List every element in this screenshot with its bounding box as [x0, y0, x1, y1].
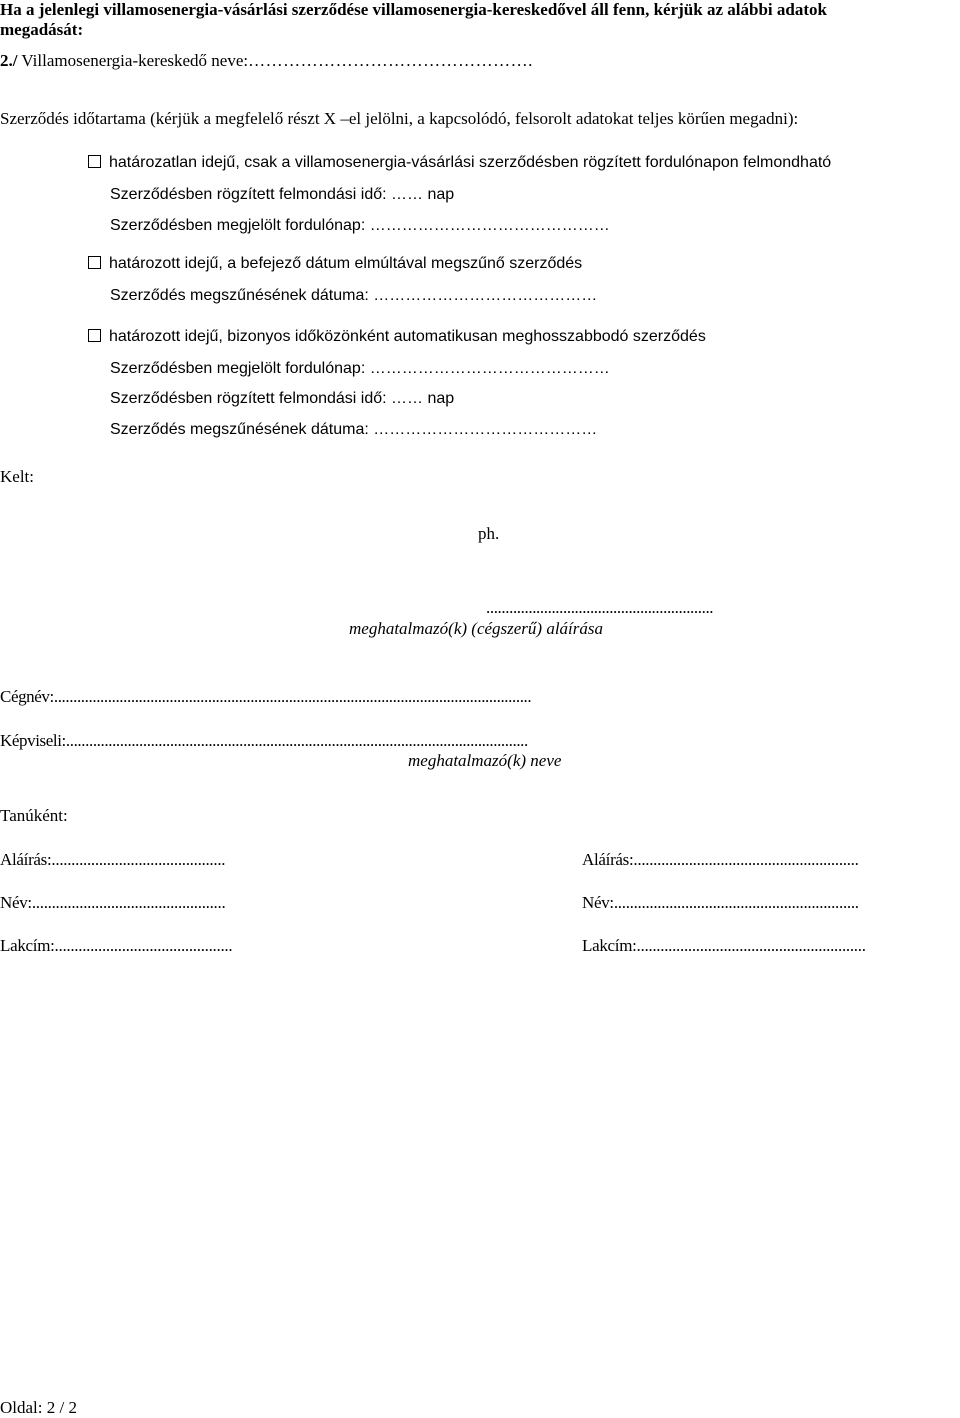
checkbox-fixed-term[interactable] [88, 256, 101, 269]
auto-renew-turning-date[interactable]: Szerződésben megjelölt fordulónap: ……………………………………… [110, 360, 610, 377]
representative-field[interactable]: Képviseli:........................................................................................................................ [0, 731, 528, 750]
representative-caption: meghatalmazó(k) neve [408, 751, 562, 770]
option-fixed-term-title: határozott idejű, a befejező dátum elmúltával megszűnő szerződés [109, 255, 583, 272]
option-indefinite-title: határozatlan idejű, csak a villamosenergia-vásárlási szerződésben rögzített fordulónapon felmondható [109, 154, 832, 171]
page-number: Oldal: 2 / 2 [0, 1398, 77, 1417]
option-fixed-term [88, 255, 582, 273]
fixed-term-end-date[interactable]: Szerződés megszűnésének dátuma: …………………………………… [110, 287, 598, 304]
signature-caption: meghatalmazó(k) (cégszerű) aláírása [349, 619, 604, 638]
witness-2-address[interactable]: Lakcím:.......................................................... [582, 936, 866, 955]
witness-2-signature[interactable]: Aláírás:......................................................... [582, 850, 859, 869]
option-auto-renew-title: határozott idejű, bizonyos időközönként automatikusan meghosszabbodó szerződés [109, 328, 706, 345]
checkbox-indefinite[interactable] [88, 155, 101, 168]
witness-1-name[interactable]: Név:................................................. [0, 893, 226, 912]
stamp-label: ph. [478, 524, 500, 543]
indefinite-notice-period[interactable]: Szerződésben rögzített felmondási idő: …… nap [110, 186, 455, 203]
intro-line-2: megadását: [0, 20, 84, 39]
section-number: 2./ [0, 51, 18, 70]
signature-line[interactable]: ........................................................... [486, 598, 714, 617]
date-label: Kelt: [0, 467, 34, 486]
trader-name-field[interactable]: …………………………………………. [248, 51, 533, 70]
company-name-field[interactable]: Cégnév:............................................................................................................................ [0, 687, 532, 706]
intro-line-1: Ha a jelenlegi villamosenergia-vásárlási szerződése villamosenergia-kereskedővel áll fenn, kérjük az alábbi adatok [0, 0, 827, 19]
witness-1-address[interactable]: Lakcím:............................................. [0, 936, 233, 955]
witness-1-signature[interactable]: Aláírás:............................................ [0, 850, 226, 869]
indefinite-turning-date[interactable]: Szerződésben megjelölt fordulónap: ……………………………………… [110, 217, 610, 234]
option-indefinite [88, 154, 831, 172]
duration-intro: Szerződés időtartama (kérjük a megfelelő részt X –el jelölni, a kapcsolódó, felsorolt adatokat teljes körűen megadni): [0, 109, 799, 128]
option-auto-renew [88, 328, 706, 346]
witness-label: Tanúként: [0, 806, 68, 825]
auto-renew-notice-period[interactable]: Szerződésben rögzített felmondási idő: …… nap [110, 390, 455, 407]
trader-name-row [0, 51, 533, 71]
witness-2-name[interactable]: Név:.............................................................. [582, 893, 859, 912]
trader-name-label: Villamosenergia-kereskedő neve: [17, 51, 249, 70]
auto-renew-end-date[interactable]: Szerződés megszűnésének dátuma: …………………………………… [110, 421, 598, 438]
checkbox-auto-renew[interactable] [88, 329, 101, 342]
